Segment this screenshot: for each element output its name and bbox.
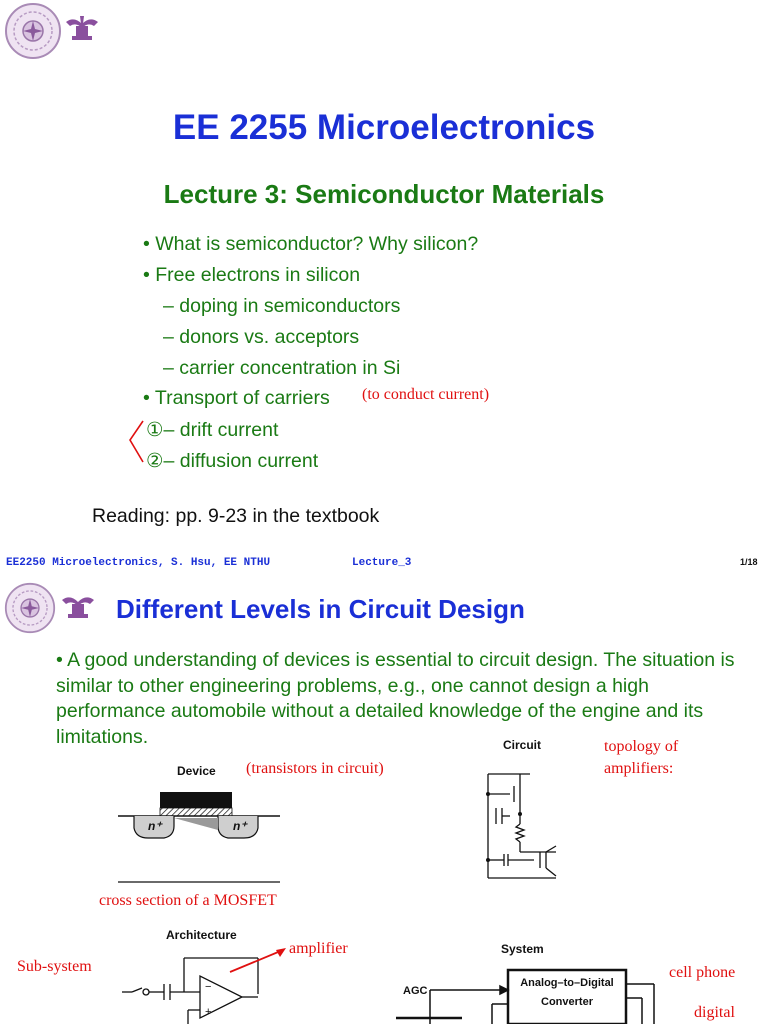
agc-label: AGC [403,985,428,997]
lecture-subtitle: Lecture 3: Semiconductor Materials [163,179,605,209]
slide-title: Different Levels in Circuit Design [116,594,525,624]
intro-paragraph: • A good understanding of devices is essential to circuit design. The situation is similar to other engineering problems, e.g., one cannot design a high performance automobile without a detailed knowledge of the engine and its limitations. [56,649,735,748]
adc-block-line1: Analog–to–Digital [520,977,614,989]
course-title: EE 2255 Microelectronics [172,108,596,147]
page-number: 1/18 [740,557,758,567]
bullet-item: • Transport of carriers [143,387,330,409]
topology-annotation-line1: topology of [604,738,679,755]
digital-annotation: digital [694,1004,735,1021]
footer-course: EE2250 Microelectronics, S. Hsu, EE NTHU [6,557,271,569]
university-logo-icon [64,14,100,44]
amplifier-circuit-schematic [470,768,570,886]
university-logo-icon [60,592,96,622]
n-plus-drain-label: n⁺ [233,819,247,833]
svg-text:−: − [205,981,212,993]
svg-text:+: + [205,1006,212,1018]
reading-assignment: Reading: pp. 9-23 in the textbook [92,505,380,527]
subsystem-annotation: Sub-system [17,958,92,975]
cellphone-annotation: cell phone [669,964,736,981]
sub-bullet-item: – carrier concentration in Si [163,357,401,379]
circuit-label: Circuit [503,738,542,752]
cross-section-annotation: cross section of a MOSFET [99,892,277,909]
transistors-annotation: (transistors in circuit) [246,760,384,777]
bracket-icon [126,418,146,466]
topology-annotation-line2: amplifiers: [604,760,674,777]
system-block-diagram [392,964,666,1024]
bullet-item: • Free electrons in silicon [143,264,361,286]
opamp-architecture-diagram [118,948,308,1024]
n-plus-source-label: n⁺ [148,819,162,833]
drift-current-item: ①– drift current [146,419,279,441]
sub-bullet-item: – donors vs. acceptors [163,326,360,348]
adc-block-line2: Converter [541,996,593,1008]
architecture-label: Architecture [166,928,237,942]
mosfet-cross-section [114,788,284,884]
footer-lecture: Lecture_3 [352,557,412,569]
diffusion-current-item: ②– diffusion current [146,450,319,472]
bullet-item: • What is semiconductor? Why silicon? [143,233,479,255]
amplifier-annotation: amplifier [289,940,348,957]
university-seal-icon [4,2,62,60]
device-label: Device [177,764,216,778]
transport-annotation: (to conduct current) [362,386,490,403]
sub-bullet-item: – doping in semiconductors [163,295,401,317]
system-label: System [501,942,544,956]
university-seal-icon [4,582,56,634]
